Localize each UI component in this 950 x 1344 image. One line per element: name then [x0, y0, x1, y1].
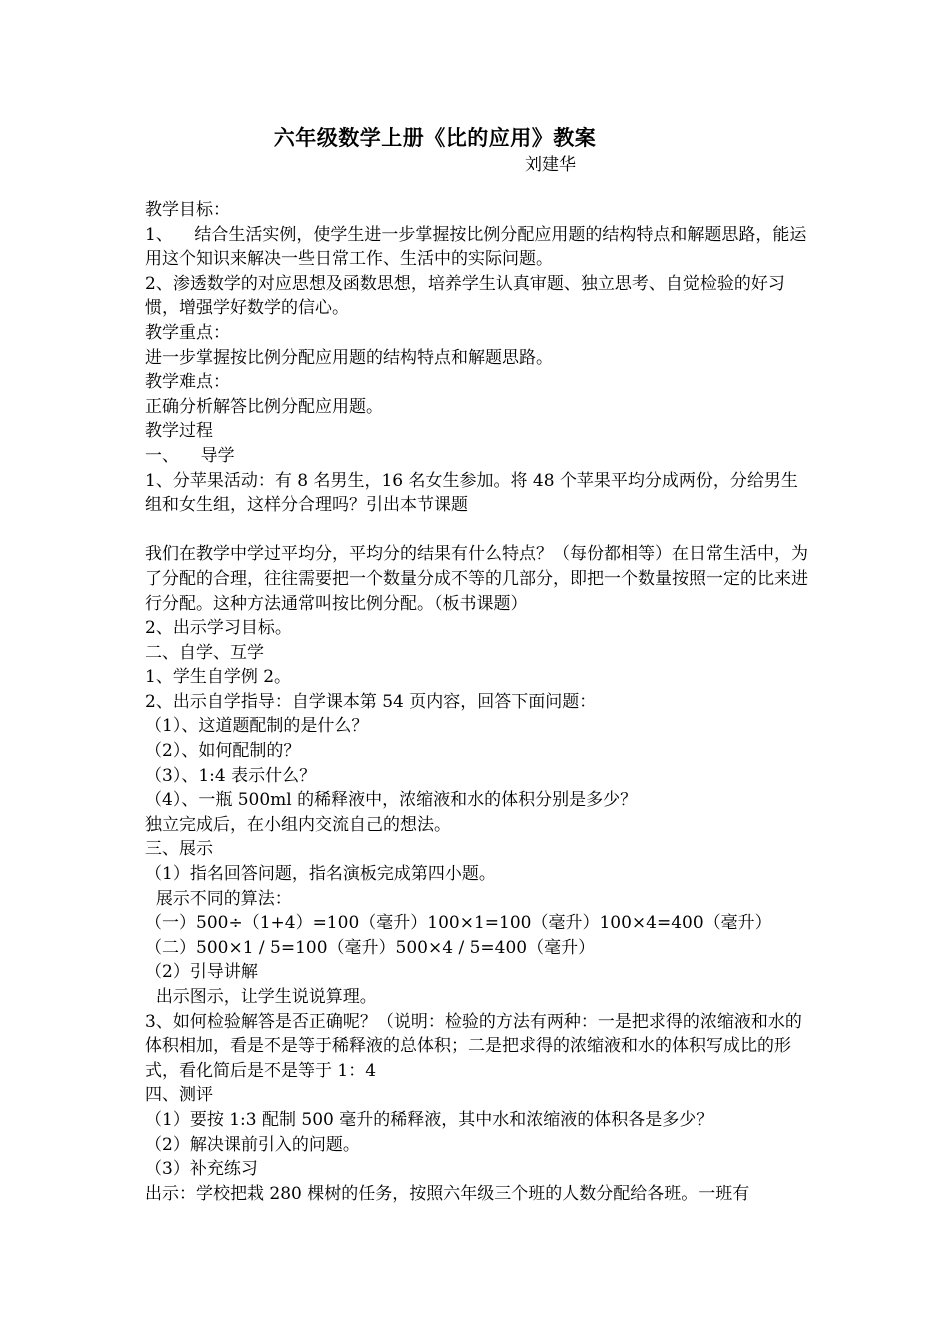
display-methods: 展示不同的算法： — [145, 888, 292, 909]
assessment-3: （3）补充练习 — [145, 1159, 258, 1180]
activity-apple: 1、分苹果活动：有 8 名男生，16 名女生参加。将 48 个苹果平均分成两份，分给男生组和女生组，这样分合理吗？引出本节课题 — [145, 470, 798, 516]
self-study-example: 1、学生自学例 2。 — [145, 667, 292, 688]
assessment-2: （2）解决课前引入的问题。 — [145, 1134, 360, 1155]
section-heading-process: 教学过程 — [145, 421, 213, 442]
exercise-text: 出示：学校把栽 280 棵树的任务，按照六年级三个班的人数分配给各班。一班有 — [145, 1183, 750, 1204]
document-title: 六年级数学上册《比的应用》教案 — [273, 125, 597, 150]
blank-line — [145, 518, 813, 543]
difficulties-text: 正确分析解答比例分配应用题。 — [145, 396, 383, 417]
method-1: （一）500÷（1+4）=100（毫升）100×1=100（毫升）100×4=400（毫升） — [145, 913, 772, 934]
objective-1: 1、 结合生活实例，使学生进一步掌握按比例分配应用题的结构特点和解题思路，能运用这个知识来解决一些日常工作、生活中的实际问题。 — [145, 224, 807, 270]
section-heading-difficulties: 教学难点： — [145, 372, 230, 393]
objective-2: 2、渗透数学的对应思想及函数思想，培养学生认真审题、独立思考、自觉检验的好习惯，增强学好数学的信心。 — [145, 273, 785, 319]
group-exchange: 独立完成后，在小组内交流自己的想法。 — [145, 814, 451, 835]
question-1: （1）、这道题配制的是什么？ — [145, 716, 369, 737]
section-heading-key-points: 教学重点： — [145, 322, 230, 343]
step-4-heading: 四、测评 — [145, 1085, 213, 1106]
section-heading-objectives: 教学目标： — [145, 200, 230, 220]
step-3-heading: 三、展示 — [145, 839, 213, 860]
display-item-2: （2）引导讲解 — [145, 962, 258, 983]
show-diagram: 出示图示，让学生说说算理。 — [145, 987, 377, 1007]
show-goals: 2、出示学习目标。 — [145, 618, 292, 639]
method-2: （二）500×1 / 5=100（毫升）500×4 / 5=400（毫升） — [145, 937, 596, 958]
verification-text: 3、如何检验解答是否正确呢？（说明：检验的方法有两种：一是把求得的浓缩液和水的体积相加，看是不是等于稀释液的总体积；二是把求得的浓缩液和水的体积写成比的形式，看化简后是不是等于 1：4 — [145, 1011, 802, 1081]
step-2-heading: 二、自学、互学 — [145, 642, 264, 663]
author-name: 刘建华 — [525, 155, 576, 175]
question-2: （2）、如何配制的？ — [145, 741, 301, 762]
key-points-text: 进一步掌握按比例分配应用题的结构特点和解题思路。 — [145, 347, 553, 368]
step-1-heading: 一、 导学 — [145, 445, 235, 466]
document-body — [145, 198, 813, 1206]
question-4: （4）、一瓶 500ml 的稀释液中，浓缩液和水的体积分别是多少？ — [145, 790, 638, 811]
self-study-guide: 2、出示自学指导：自学课本第 54 页内容，回答下面问题： — [145, 691, 597, 712]
assessment-1: （1）要按 1:3 配制 500 毫升的稀释液，其中水和浓缩液的体积各是多少？ — [145, 1109, 714, 1130]
question-3: （3）、1:4 表示什么？ — [145, 765, 317, 786]
display-item-1: （1）指名回答问题，指名演板完成第四小题。 — [145, 864, 496, 885]
intro-paragraph: 我们在教学中学过平均分，平均分的结果有什么特点？（每份都相等）在日常生活中，为了分配的合理，往往需要把一个数量分成不等的几部分，即把一个数量按照一定的比来进行分配。这种方法通常叫按比例分配。（板书课题） — [145, 544, 808, 614]
